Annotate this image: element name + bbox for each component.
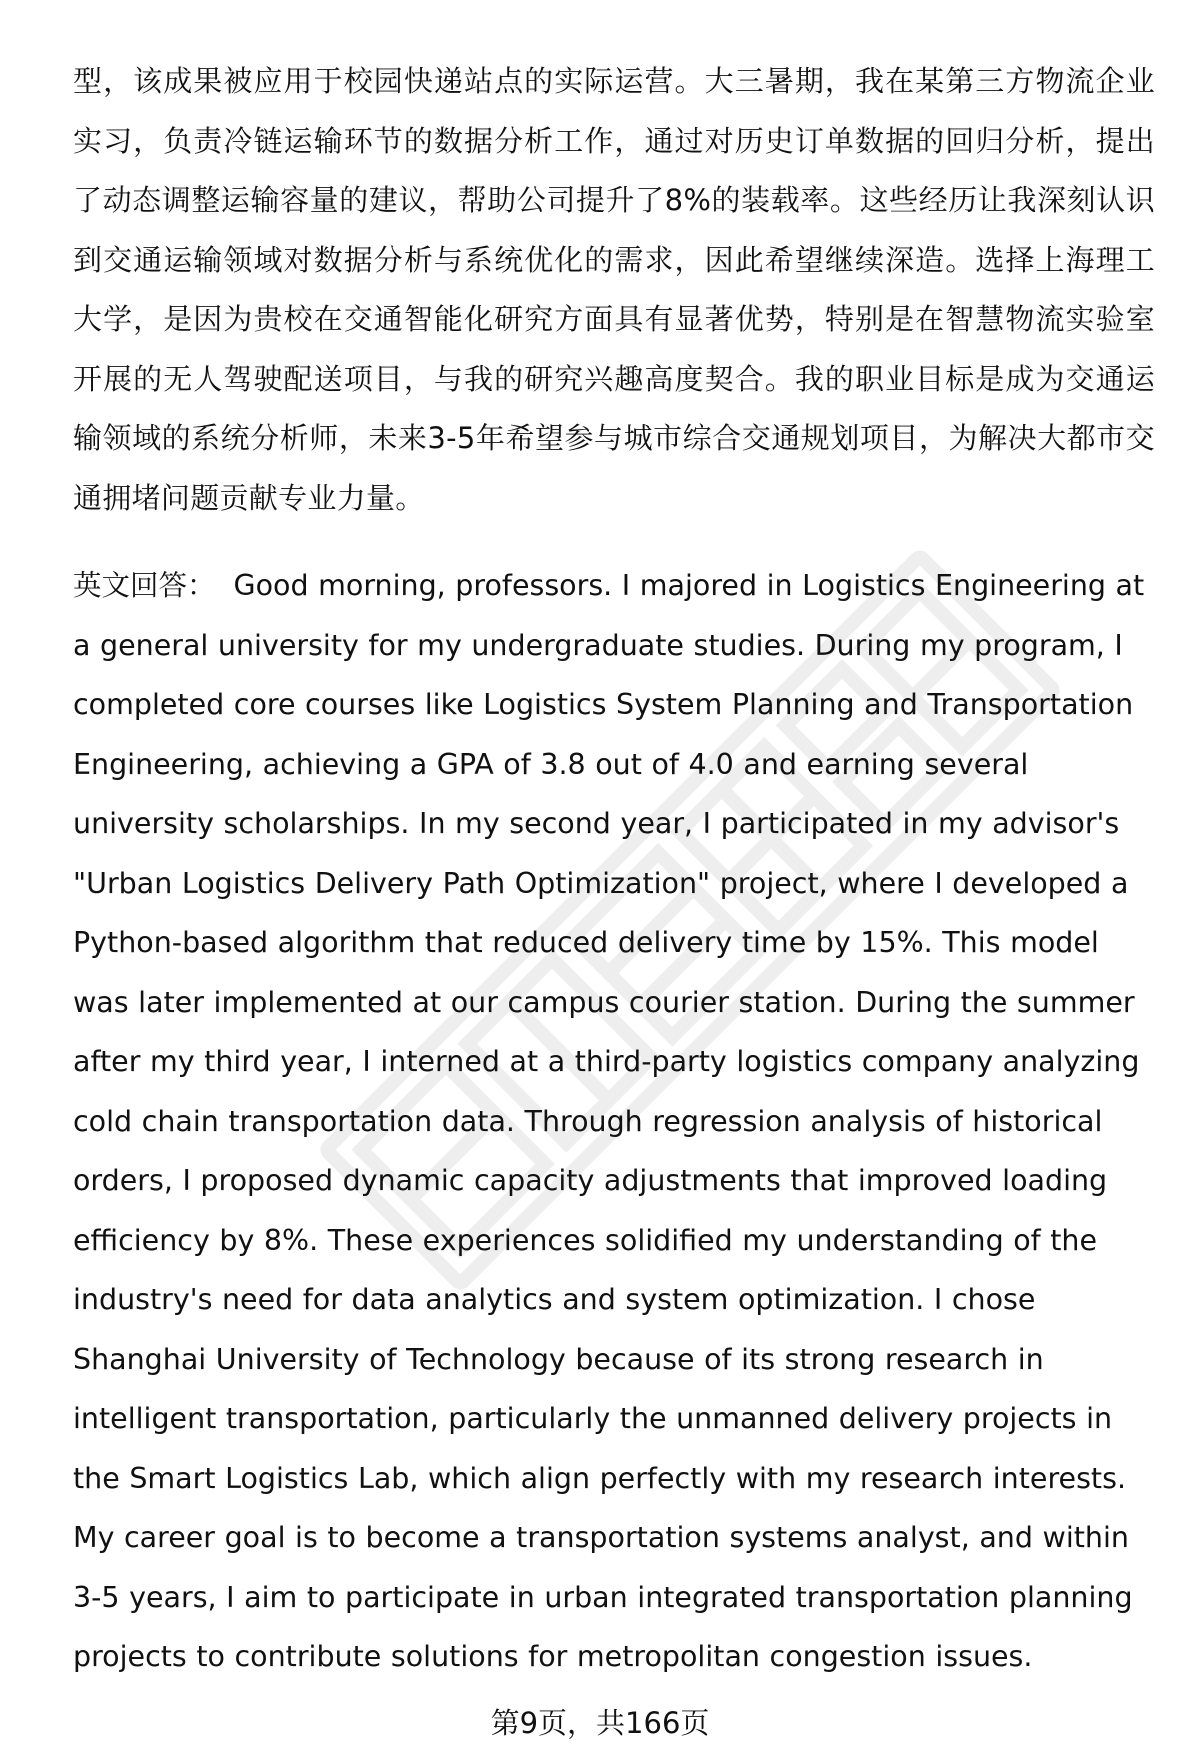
english-answer-label: 英文回答： bbox=[73, 569, 216, 602]
english-answer-paragraph bbox=[73, 556, 1155, 1687]
page-number: 第9页，共166页 bbox=[490, 1706, 710, 1740]
chinese-answer-paragraph: 型，该成果被应用于校园快递站点的实际运营。大三暑期，我在某第三方物流企业实习，负责冷链运输环节的数据分析工作，通过对历史订单数据的回归分析，提出了动态调整运输容量的建议，帮助公司提升了8%的装载率。这些经历让我深刻认识到交通运输领域对数据分析与系统优化的需求，因此希望继续深造。选择上海理工大学，是因为贵校在交通智能化研究方面具有显著优势，特别是在智慧物流实验室开展的无人驾驶配送项目，与我的研究兴趣高度契合。我的职业目标是成为交通运输领域的系统分析师，未来3-5年希望参与城市综合交通规划项目，为解决大都市交通拥堵问题贡献专业力量。 bbox=[73, 64, 1155, 515]
document-body bbox=[73, 52, 1155, 1687]
english-answer-text: Good morning, professors. I majored in Logistics Engineering at a general university for my undergraduate studies. During my program, I completed core courses like Logistics System Planning and Transportation Engineering, achieving a GPA of 3.8 out of 4.0 and earning several university scholarships. In my second year, I participated in my advisor's "Urban Logistics Delivery Path Optimization" project, where I developed a Python-based algorithm that reduced delivery time by 15%. This model was later implemented at our campus courier station. During the summer after my third year, I interned at a third-party logistics company analyzing cold chain transportation data. Through regression analysis of historical orders, I proposed dynamic capacity adjustments that improved loading efficiency by 8%. These experiences solidified my understanding of the industry's need for data analytics and system optimization. I chose Shanghai University of Technology because of its strong research in intelligent transportation, particularly the unmanned delivery projects in the Smart Logistics Lab, which align perfectly with my research interests. My career goal is to become a transportation systems analyst, and within 3-5 years, I aim to participate in urban integrated transportation planning projects to contribute solutions for metropolitan congestion issues. bbox=[73, 569, 1145, 1673]
